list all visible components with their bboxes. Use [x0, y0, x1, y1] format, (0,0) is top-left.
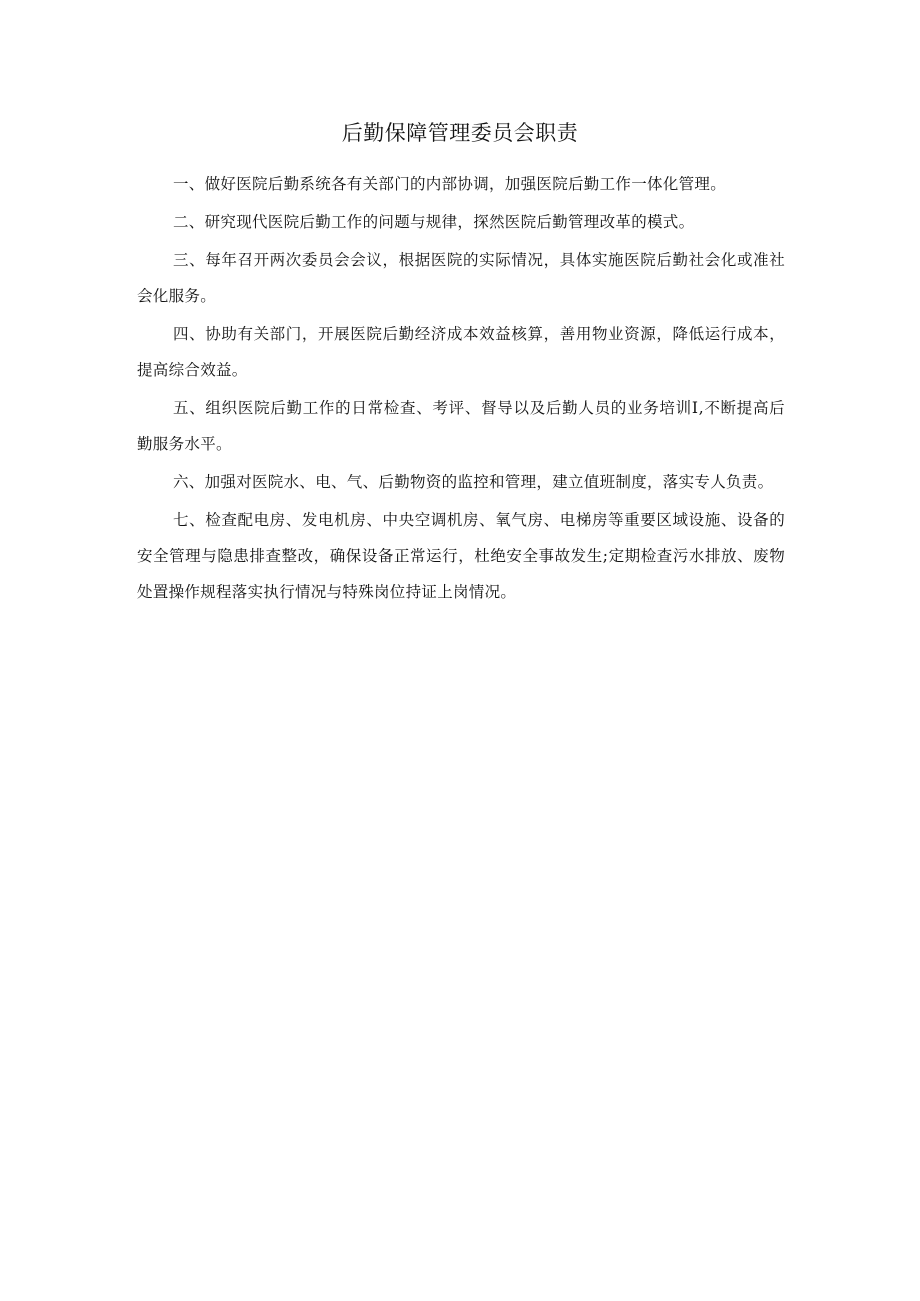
paragraph-5: 五、组织医院后勤工作的日常检查、考评、督导以及后勤人员的业务培训Ⅰ,不断提高后勤服务水平。 [137, 399, 785, 453]
document-title: 后勤保障管理委员会职责 [341, 121, 579, 145]
paragraph-2: 二、研究现代医院后勤工作的问题与规律，探然医院后勤管理改革的模式。 [173, 213, 695, 231]
document-body [137, 166, 785, 612]
paragraph-1: 一、做好医院后勤系统各有关部门的内部协调，加强医院后勤工作一体化管理。 [173, 175, 727, 193]
paragraph-7: 七、检查配电房、发电机房、中央空调机房、氧气房、电梯房等重要区域设施、设备的安全管理与隐患排查整改，确保设备正常运行，杜绝安全事故发生;定期检查污水排放、废物处置操作规程落实执行情况与特殊岗位持证上岗情况。 [137, 511, 785, 601]
paragraph-3: 三、每年召开两次委员会会议，根据医院的实际情况，具体实施医院后勤社会化或准社会化服务。 [137, 251, 785, 305]
paragraph-4: 四、协助有关部门，开展医院后勤经济成本效益核算，善用物业资源，降低运行成本，提高综合效益。 [137, 325, 785, 379]
paragraph-6: 六、加强对医院水、电、气、后勤物资的监控和管理，建立值班制度，落实专人负责。 [173, 473, 774, 491]
